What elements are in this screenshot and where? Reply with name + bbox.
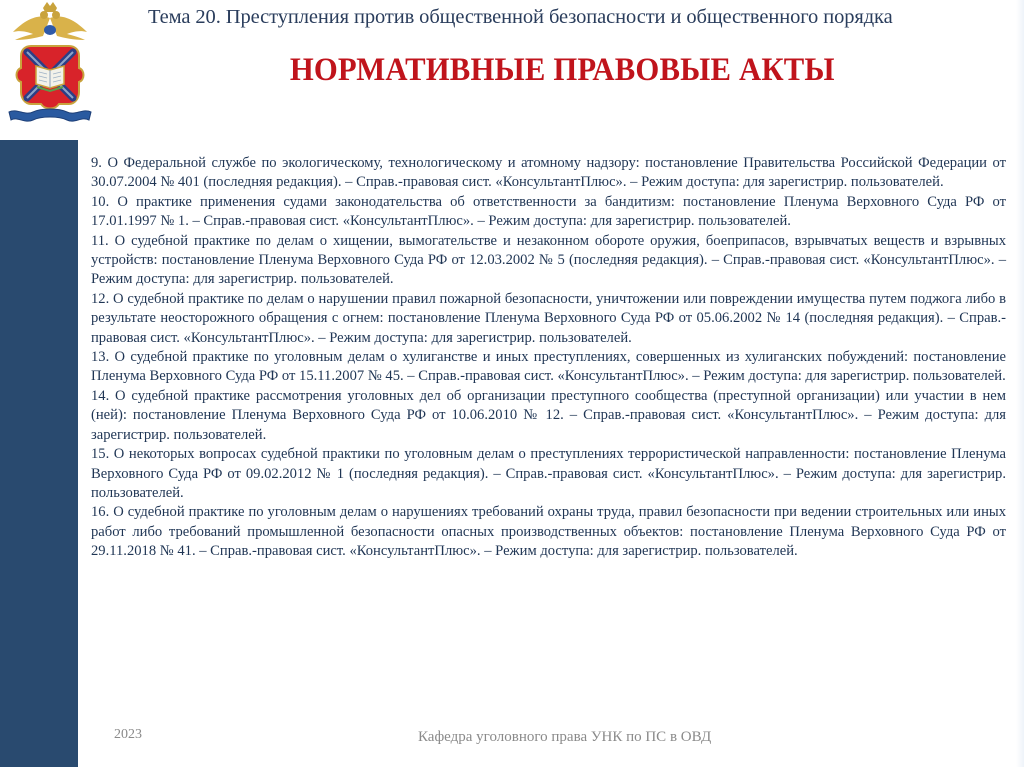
left-sidebar-bar [0,140,78,767]
list-item: 15. О некоторых вопросах судебной практики по уголовным делам о преступлениях террористической направленности: постановление Пленума Верховного Суда РФ от 09.02.2012 № 1 (последняя редакция). – Справ.-правовая сист. «КонсультантПлюс». – Режим доступа: для зарегистрир. пользователей. [91,446,1006,501]
page-title: НОРМАТИВНЫЕ ПРАВОВЫЕ АКТЫ [289,52,835,88]
right-edge-strip [1016,0,1024,767]
list-item: 9. О Федеральной службе по экологическому, технологическому и атомному надзору: постановление Правительства Российской Федерации от 30.07.2004 № 401 (последняя редакция). – Справ.-правовая сист. «КонсультантПлюс». – Режим доступа: для зарегистрир. пользователей. [91,155,1006,191]
list-item: 10. О практике применения судами законодательства об ответственности за бандитизм: постановление Пленума Верховного Суда РФ от 17.01.1997 № 1. – Справ.-правовая сист. «КонсультантПлюс». – Режим доступа: для зарегистрир. пользователей. [91,193,1006,230]
footer-year: 2023 [114,727,142,742]
legal-acts-list [91,154,1006,562]
list-item: 13. О судебной практике по уголовным делам о хулиганстве и иных преступлениях, совершенных из хулиганских побуждений: постановление Пленума Верховного Суда РФ от 15.11.2007 № 45. – Справ.-правовая сист. «КонсультантПлюс». – Режим доступа: для зарегистрир. пользователей. [91,349,1006,385]
list-item: 14. О судебной практике рассмотрения уголовных дел об организации преступного сообщества (преступной организации) или участии в нем (ней): постановление Пленума Верховного Суда РФ от 10.06.2010 № 12. – Справ.-правовая сист. «КонсультантПлюс». – Режим доступа: для зарегистрир. пользователей. [91,387,1006,443]
list-item: 11. О судебной практике по делам о хищении, вымогательстве и незаконном обороте оружия, боеприпасов, взрывчатых веществ и взрывных устройств: постановление Пленума Верховного Суда РФ от 12.03.2002 № 5 (последняя редакция). – Справ.-правовая сист. «КонсультантПлюс». – Режим доступа: для зарегистрир. пользователей. [91,232,1006,288]
topic-heading: Тема 20. Преступления против общественной безопасности и общественного порядка [148,6,893,28]
footer-department: Кафедра уголовного права УНК по ПС в ОВД [418,729,712,745]
list-item: 16. О судебной практике по уголовным делам о нарушениях требований охраны труда, правил безопасности при ведении строительных или иных работ либо требований промышленной безопасности опасных производственных объектов: постановление Пленума Верховного Суда РФ от 29.11.2018 № 41. – Справ.-правовая сист. «КонсультантПлюс». – Режим доступа: для зарегистрир. пользователей. [91,504,1006,560]
list-item: 12. О судебной практике по делам о нарушении правил пожарной безопасности, уничтожении или повреждении имущества путем поджога либо в результате неосторожного обращения с огнем: постановление Пленума Верховного Суда РФ от 05.06.2002 № 14 (последняя редакция). – Справ.-правовая сист. «КонсультантПлюс». – Режим доступа: для зарегистрир. пользователей. [91,290,1006,346]
